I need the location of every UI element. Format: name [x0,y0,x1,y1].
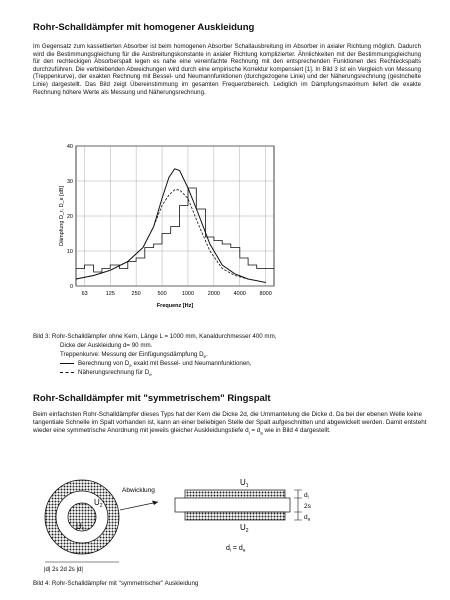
x-tick-label: 1000 [181,291,195,297]
u1-strip-label: $U_1$ [240,478,249,489]
ring-dimensions: |d| 2s 2d 2s |d| [44,567,83,573]
x-tick-label: 500 [157,291,167,297]
intro-paragraph: Im Gegensatz zum kassettierten Absorber ist beim homogenen Absorber Schallausbreitung im Absorber in axialer Richtung möglich. Dadurch wird die Bestimmungsgleichung für die Ausbreitungskonstante in axialer Richtung komplizierter. Ähnlichkeiten mit der Bestimmungsgleichung für den rechteckigen Absorberspalt legen es nahe eine vereinfachte Rechnung mit den entsprechenden Funktionen des Rechteckspalts durchzuführen. Die verbleibenden Abweichungen wird durch eine empirische Korrektur kompensiert [1]. In Bild 3 ist ein Vergleich von Messung (Treppenkurve), der exakten Rechnung mit Bessel- und Neumannfunktionen (durchgezogene Linie) und der Näherungsrechnung (gestrichelte Linie) dargestellt. Das Bild zeigt Übereinstimmung im gesamten Frequenzbereich. Lediglich im Dämpfungsmaximum liefert die exakte Rechnung höhere Werte als Messung und Näherungsrechnung. [33,43,421,96]
section-heading-homogeneous: Rohr-Schalldämpfer mit homogener Auskleidung [33,22,255,33]
y-tick-label: 30 [66,179,73,185]
x-axis-label: Frequenz [Hz] [156,303,194,309]
x-tick-label: 63 [81,291,88,297]
figure4-caption: Bild 4: Rohr-Schalldämpfer mit "symmetrischer" Auskleidung [33,580,199,587]
section-heading-ring-gap: Rohr-Schalldämpfer mit "symmetrischem" Ringspalt [33,393,271,404]
figure3-caption-line1: Bild 3: Rohr-Schalldämpfer ohne Kern, Länge L = 1000 mm, Kanaldurchmesser 400 mm, [33,333,277,340]
u1-label: $U_1$ [76,522,85,533]
u2-strip-label: $U_2$ [240,523,249,534]
two-s-label: 2s [304,503,311,510]
di-label: $d_i$ [304,492,309,500]
x-tick-label: 4000 [233,291,246,297]
y-tick-label: 10 [66,249,73,255]
y-tick-label: 0 [69,284,73,290]
figure3-caption-line5: Näherungsrechnung für $D_e$ [60,369,152,379]
x-tick-label: 8000 [259,291,272,297]
equation-label: $d_i = d_a$ [226,545,246,553]
figure3-caption-line2: Dicke der Auskleidung d= 90 mm. [60,342,153,349]
lower-lining-strip [185,512,285,520]
solid-series-line [76,169,266,283]
figure3-caption-line3: Treppenkurve: Messung der Einfügungsdämpfung $D_e$. [60,351,208,360]
u2-label: $U_2$ [94,498,103,509]
ring-gap-paragraph: Beim einfachsten Rohr-Schalldämpfer dieses Typs hat der Kern die Dicke 2d, die Ummantelung die Dicke d. Da bei der ebenen Welle keine tangentiale Schnelle im Spalt vorhanden ist, kann an einer beliebigen Stelle der Spalt aufgeschnitten und abgewickelt werden. Damit entsteht wieder eine symmetrische Anordnung mit jeweils gleicher Auskleidungstiefe $d_i = d_a$ wie in Bild 4 dargestellt. [33,411,427,436]
unroll-arrow [120,502,158,510]
unroll-label: Abwicklung [122,487,155,494]
y-tick-label: 20 [66,214,73,220]
step-series-line [76,188,274,272]
solid-line-legend [60,363,74,364]
y-tick-label: 40 [66,144,73,150]
figure3-caption-line4: Berechnung von $D_e$ exakt mit Bessel- und Neumannfunktionen, [60,360,251,370]
figure4-diagram [30,470,430,580]
da-label: $d_a$ [304,514,311,522]
gap-strip [175,498,290,512]
plot-area [59,144,274,309]
upper-lining-strip [185,490,285,498]
attenuation-chart [56,142,286,322]
x-tick-label: 250 [131,291,141,297]
x-tick-label: 125 [105,291,115,297]
dashed-line-legend [60,372,74,373]
x-tick-label: 2000 [207,291,220,297]
y-axis-label: Dämpfung D_r, D_e [dB] [59,186,65,246]
